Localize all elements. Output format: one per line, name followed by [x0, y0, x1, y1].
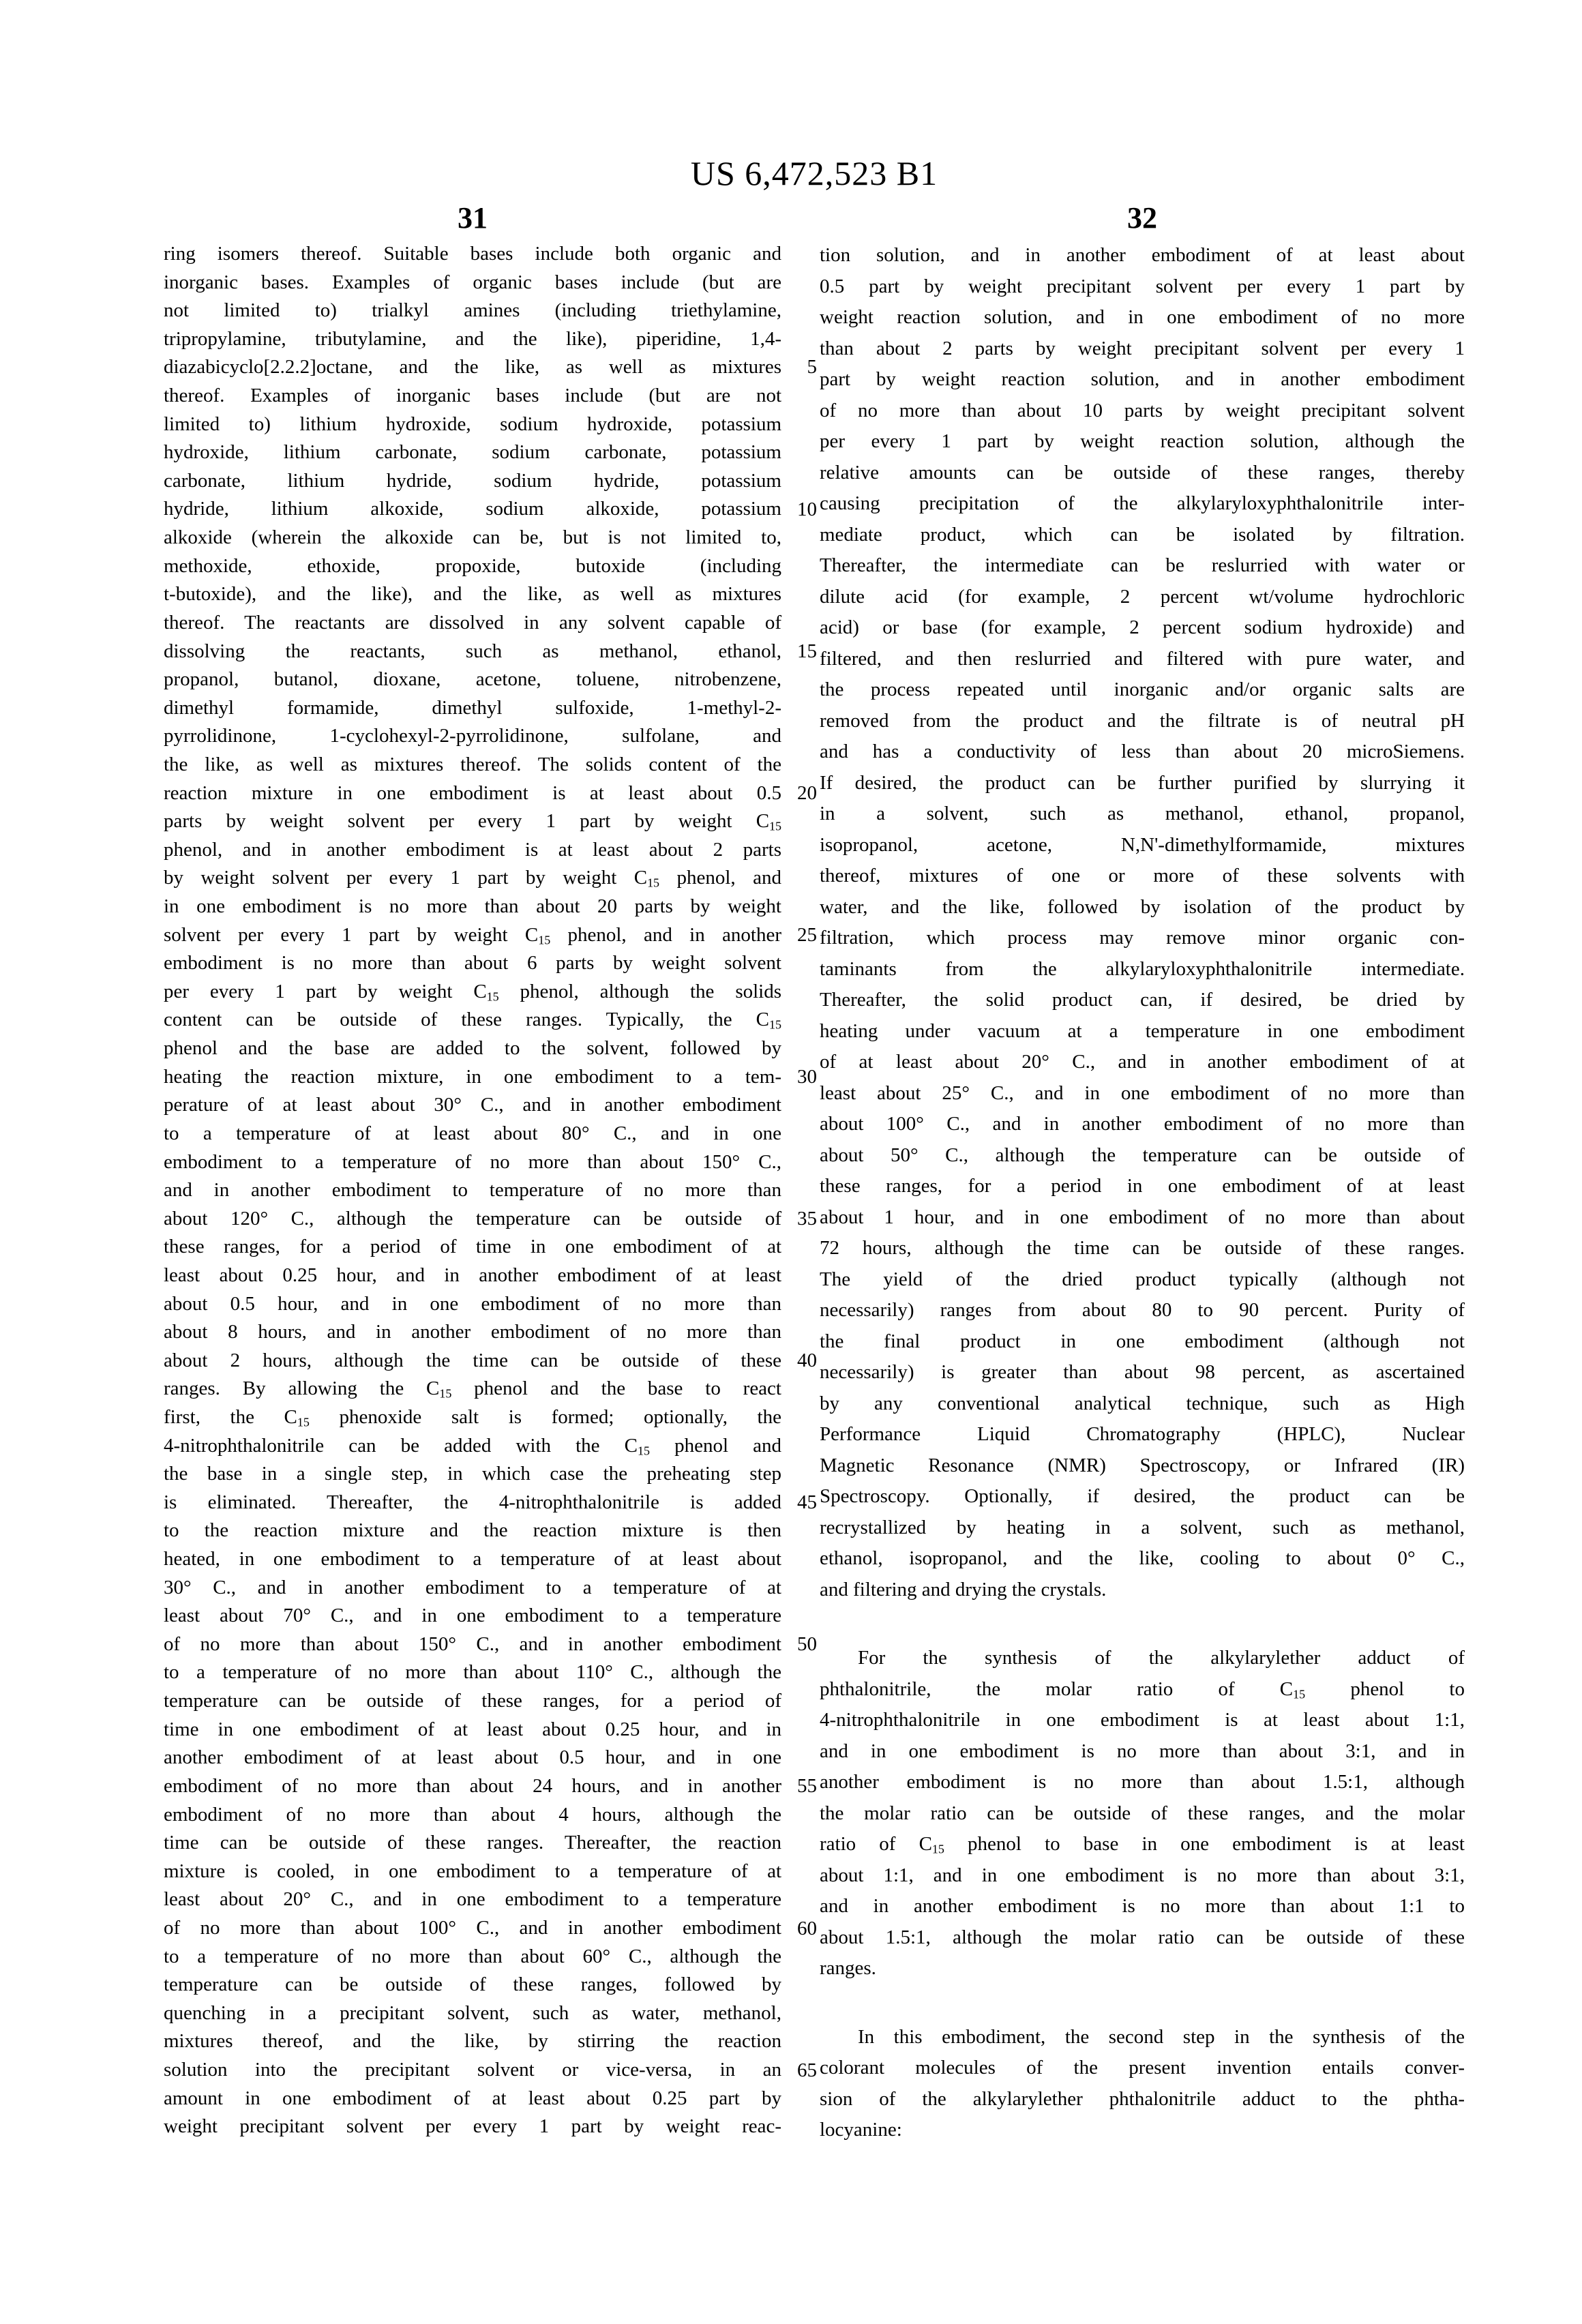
- text-line: phenol and the base are added to the solvent, followed by: [164, 1037, 781, 1060]
- text-line: the base in a single step, in which case the preheating step: [164, 1463, 781, 1485]
- text-line: carbonate, lithium hydride, sodium hydride, potassium: [164, 469, 781, 492]
- text-line: weight precipitant solvent per every 1 part by weight reac-: [164, 2115, 781, 2138]
- text-line: embodiment of no more than about 24 hours, and in another: [164, 1774, 781, 1797]
- text-line: locyanine:: [820, 2119, 902, 2141]
- text-line: recrystallized by heating in a solvent, such as methanol,: [820, 1516, 1465, 1538]
- text-line: to a temperature of no more than about 110° C., although the: [164, 1661, 781, 1684]
- text-line: temperature can be outside of these ranges, for a period of: [164, 1690, 781, 1712]
- text-line: Magnetic Resonance (NMR) Spectroscopy, or Infrared (IR): [820, 1454, 1465, 1476]
- text-line: temperature can be outside of these ranges, followed by: [164, 1973, 781, 1996]
- text-line: these ranges, for a period in one embodiment of at least: [820, 1175, 1465, 1197]
- text-line: about 1 hour, and in one embodiment of no more than about: [820, 1206, 1465, 1228]
- text-line: of no more than about 10 parts by weight precipitant solvent: [820, 399, 1465, 421]
- line-number: 35: [797, 1208, 817, 1230]
- text-line: these ranges, for a period of time in one embodiment of at: [164, 1236, 781, 1258]
- text-line: ratio of $C_{15}$ phenol to base in one embodiment is at least: [820, 1833, 1465, 1856]
- paragraph: [820, 1643, 1465, 1984]
- text-line: dimethyl formamide, dimethyl sulfoxide, 1-methyl-2-: [164, 696, 781, 719]
- text-line: heating the reaction mixture, in one embodiment to a tem-: [164, 1065, 781, 1088]
- column-31-text: [164, 240, 781, 2141]
- text-line: dissolving the reactants, such as methanol, ethanol,: [164, 640, 781, 662]
- text-line: mixtures thereof, and the like, by stirring the reaction: [164, 2030, 781, 2053]
- line-number: 40: [797, 1350, 817, 1372]
- text-line: colorant molecules of the present invention entails conver-: [820, 2057, 1465, 2079]
- patent-number-header: US 6,472,523 B1: [690, 154, 938, 192]
- text-line: solution into the precipitant solvent or vice-versa, in an: [164, 2059, 781, 2081]
- text-line: and filtering and drying the crystals.: [820, 1578, 1107, 1600]
- text-line: the like, as well as mixtures thereof. The solids content of the: [164, 753, 781, 775]
- text-line: parts by weight solvent per every 1 part by weight $C_{15}$: [164, 810, 781, 833]
- text-line: mixture is cooled, in one embodiment to a temperature of at: [164, 1860, 781, 1882]
- text-line: the process repeated until inorganic and/or organic salts are: [820, 679, 1465, 700]
- text-line: perature of at least about 30° C., and in another embodiment: [164, 1094, 781, 1116]
- text-line: in one embodiment is no more than about 20 parts by weight: [164, 895, 781, 918]
- text-line: about 0.5 hour, and in one embodiment of no more than: [164, 1292, 781, 1315]
- text-line: alkoxide (wherein the alkoxide can be, but is not limited to,: [164, 526, 781, 549]
- text-line: time in one embodiment of at least about 0.25 hour, and in: [164, 1718, 781, 1740]
- line-number: 65: [797, 2059, 817, 2081]
- text-line: necessarily) is greater than about 98 percent, as ascertained: [820, 1361, 1465, 1383]
- text-line: and in one embodiment is no more than about 3:1, and in: [820, 1740, 1465, 1762]
- text-line: least about 70° C., and in one embodiment to a temperature: [164, 1605, 781, 1627]
- column-number-left: 31: [458, 201, 488, 235]
- text-line: and has a conductivity of less than about 20 microSiemens.: [820, 741, 1465, 762]
- text-line: about 100° C., and in another embodiment of no more than: [820, 1113, 1465, 1135]
- text-line: is eliminated. Thereafter, the 4-nitrophthalonitrile is added: [164, 1491, 781, 1513]
- text-line: the molar ratio can be outside of these ranges, and the molar: [820, 1802, 1465, 1824]
- text-line: per every 1 part by weight $C_{15}$ phenol, although the solids: [164, 980, 782, 1004]
- text-line: 0.5 part by weight precipitant solvent per every 1 part by: [820, 275, 1465, 297]
- line-number: 5: [807, 356, 817, 378]
- text-line: filtration, which process may remove minor organic con-: [820, 927, 1465, 949]
- text-line: solvent per every 1 part by weight $C_{15}$ phenol, and in another: [164, 923, 781, 947]
- text-line: not limited to) trialkyl amines (including triethylamine,: [164, 299, 781, 322]
- text-line: first, the $C_{15}$ phenoxide salt is formed; optionally, the: [164, 1405, 781, 1429]
- text-line: of at least about 20° C., and in another embodiment of at: [820, 1051, 1465, 1073]
- text-line: Thereafter, the intermediate can be reslurried with water or: [820, 554, 1465, 576]
- text-line: pyrrolidinone, 1-cyclohexyl-2-pyrrolidinone, sulfolane, and: [164, 725, 781, 747]
- text-line: reaction mixture in one embodiment is at least about 0.5: [164, 781, 781, 804]
- line-number: 45: [797, 1491, 817, 1514]
- text-line: another embodiment of at least about 0.5 hour, and in one: [164, 1746, 781, 1769]
- text-line: embodiment is no more than about 6 parts by weight solvent: [164, 952, 781, 974]
- text-line: filtered, and then reslurried and filtered with pure water, and: [820, 647, 1465, 670]
- text-line: embodiment to a temperature of no more than about 150° C.,: [164, 1150, 781, 1173]
- text-line: heated, in one embodiment to a temperature of at least about: [164, 1548, 781, 1570]
- text-line: methoxide, ethoxide, propoxide, butoxide (including: [164, 554, 781, 577]
- text-line: per every 1 part by weight reaction solution, although the: [820, 430, 1465, 452]
- text-line: causing precipitation of the alkylaryloxyphthalonitrile inter-: [820, 492, 1465, 514]
- text-line: 30° C., and in another embodiment to a temperature of at: [164, 1576, 781, 1598]
- line-number: 55: [797, 1775, 817, 1798]
- text-line: limited to) lithium hydroxide, sodium hydroxide, potassium: [164, 413, 781, 435]
- text-line: least about 20° C., and in one embodiment to a temperature: [164, 1888, 781, 1911]
- line-number: 50: [797, 1633, 817, 1656]
- paragraph: [164, 240, 781, 2141]
- text-line: taminants from the alkylaryloxyphthalonitrile intermediate.: [820, 957, 1465, 980]
- text-line: to a temperature of at least about 80° C., and in one: [164, 1122, 781, 1144]
- text-line: tion solution, and in another embodiment of at least about: [820, 244, 1465, 266]
- text-line: part by weight reaction solution, and in another embodiment: [820, 368, 1465, 390]
- text-line: and in another embodiment is no more than about 1:1 to: [820, 1895, 1465, 1917]
- text-line: another embodiment is no more than about 1.5:1, although: [820, 1771, 1465, 1793]
- text-line: water, and the like, followed by isolation of the product by: [820, 895, 1465, 918]
- line-number: 25: [797, 923, 817, 946]
- text-line: about 1.5:1, although the molar ratio can be outside of these: [820, 1926, 1465, 1948]
- line-number-gutter: [775, 240, 817, 2143]
- text-line: ethanol, isopropanol, and the like, cooling to about 0° C.,: [820, 1547, 1465, 1569]
- text-line: Spectroscopy. Optionally, if desired, the product can be: [820, 1485, 1465, 1507]
- text-line: hydride, lithium alkoxide, sodium alkoxide, potassium: [164, 498, 781, 520]
- text-line: about 2 hours, although the time can be outside of these: [164, 1349, 781, 1371]
- text-line: the final product in one embodiment (although not: [820, 1330, 1465, 1352]
- line-number: 60: [797, 1917, 817, 1939]
- text-line: quenching in a precipitant solvent, such as water, methanol,: [164, 2001, 781, 2024]
- text-line: about 120° C., although the temperature can be outside of: [164, 1207, 781, 1230]
- text-line: In this embodiment, the second step in the synthesis of the: [858, 2025, 1465, 2048]
- text-line: relative amounts can be outside of these ranges, thereby: [820, 461, 1465, 483]
- text-line: than about 2 parts by weight precipitant solvent per every 1: [820, 337, 1465, 359]
- text-line: ranges. By allowing the $C_{15}$ phenol and the base to react: [164, 1377, 781, 1401]
- text-line: diazabicyclo[2.2.2]octane, and the like, as well as mixtures: [164, 356, 781, 378]
- text-line: ranges.: [820, 1957, 876, 1979]
- text-line: weight reaction solution, and in one embodiment of no more: [820, 306, 1465, 328]
- text-line: 72 hours, although the time can be outside of these ranges.: [820, 1237, 1465, 1259]
- text-line: least about 25° C., and in one embodiment of no more than: [820, 1082, 1465, 1104]
- text-line: The yield of the dried product typically (although not: [820, 1268, 1465, 1290]
- column-number-right: 32: [1127, 201, 1157, 235]
- line-number: 30: [797, 1065, 817, 1088]
- text-line: dilute acid (for example, 2 percent wt/volume hydrochloric: [820, 585, 1465, 608]
- text-line: Performance Liquid Chromatography (HPLC), Nuclear: [820, 1423, 1465, 1445]
- text-line: embodiment of no more than about 4 hours, although the: [164, 1803, 781, 1826]
- text-line: necessarily) ranges from about 80 to 90 percent. Purity of: [820, 1299, 1465, 1321]
- text-line: ring isomers thereof. Suitable bases include both organic and: [164, 243, 781, 265]
- text-line: by any conventional analytical technique, such as High: [820, 1392, 1465, 1414]
- text-line: about 1:1, and in one embodiment is no more than about 3:1,: [820, 1864, 1465, 1886]
- text-line: time can be outside of these ranges. Thereafter, the reaction: [164, 1832, 781, 1854]
- text-line: content can be outside of these ranges. Typically, the $C_{15}$: [164, 1009, 781, 1032]
- text-line: amount in one embodiment of at least about 0.25 part by: [164, 2087, 781, 2109]
- text-line: of no more than about 100° C., and in another embodiment: [164, 1916, 781, 1939]
- text-line: t-butoxide), and the like), and the like, as well as mixtures: [164, 583, 781, 606]
- text-line: sion of the alkylarylether phthalonitrile adduct to the phtha-: [820, 2087, 1465, 2110]
- text-line: to the reaction mixture and the reaction mixture is then: [164, 1519, 781, 1542]
- paragraph: [820, 2022, 1465, 2146]
- text-line: of no more than about 150° C., and in another embodiment: [164, 1633, 781, 1655]
- column-32-text: [820, 240, 1465, 2146]
- text-line: For the synthesis of the alkylarylether adduct of: [858, 1647, 1465, 1669]
- text-line: thereof. Examples of inorganic bases include (but are not: [164, 385, 781, 407]
- text-line: and in another embodiment to temperature of no more than: [164, 1179, 781, 1202]
- text-line: removed from the product and the filtrate is of neutral pH: [820, 709, 1465, 732]
- text-line: about 50° C., although the temperature can be outside of: [820, 1144, 1465, 1166]
- text-line: mediate product, which can be isolated by filtration.: [820, 523, 1465, 546]
- text-line: phthalonitrile, the molar ratio of $C_{15}$ phenol to: [820, 1678, 1465, 1701]
- text-line: 4-nitrophthalonitrile in one embodiment is at least about 1:1,: [820, 1709, 1465, 1731]
- text-line: heating under vacuum at a temperature in one embodiment: [820, 1019, 1465, 1042]
- text-line: isopropanol, acetone, N,N'-dimethylformamide, mixtures: [820, 833, 1465, 856]
- text-line: by weight solvent per every 1 part by weight $C_{15}$ phenol, and: [164, 867, 781, 890]
- text-line: about 8 hours, and in another embodiment of no more than: [164, 1321, 781, 1343]
- text-line: If desired, the product can be further purified by slurrying it: [820, 771, 1465, 794]
- line-number: 15: [797, 640, 817, 662]
- text-line: tripropylamine, tributylamine, and the like), piperidine, 1,4-: [164, 327, 781, 350]
- line-number: 20: [797, 781, 817, 804]
- text-line: thereof. The reactants are dissolved in any solvent capable of: [164, 611, 781, 634]
- text-line: to a temperature of no more than about 60° C., although the: [164, 1945, 781, 1967]
- text-line: inorganic bases. Examples of organic bases include (but are: [164, 271, 781, 293]
- text-line: Thereafter, the solid product can, if desired, be dried by: [820, 989, 1465, 1011]
- text-line: propanol, butanol, dioxane, acetone, toluene, nitrobenzene,: [164, 668, 781, 691]
- text-line: thereof, mixtures of one or more of these solvents with: [820, 865, 1465, 887]
- text-line: 4-nitrophthalonitrile can be added with the $C_{15}$ phenol and: [164, 1434, 781, 1458]
- text-line: phenol, and in another embodiment is at least about 2 parts: [164, 838, 781, 861]
- line-number: 10: [797, 498, 817, 520]
- text-line: in a solvent, such as methanol, ethanol, propanol,: [820, 803, 1465, 824]
- paragraph: [820, 240, 1465, 1605]
- text-line: hydroxide, lithium carbonate, sodium carbonate, potassium: [164, 441, 781, 464]
- text-line: acid) or base (for example, 2 percent sodium hydroxide) and: [820, 616, 1465, 638]
- text-line: least about 0.25 hour, and in another embodiment of at least: [164, 1264, 781, 1286]
